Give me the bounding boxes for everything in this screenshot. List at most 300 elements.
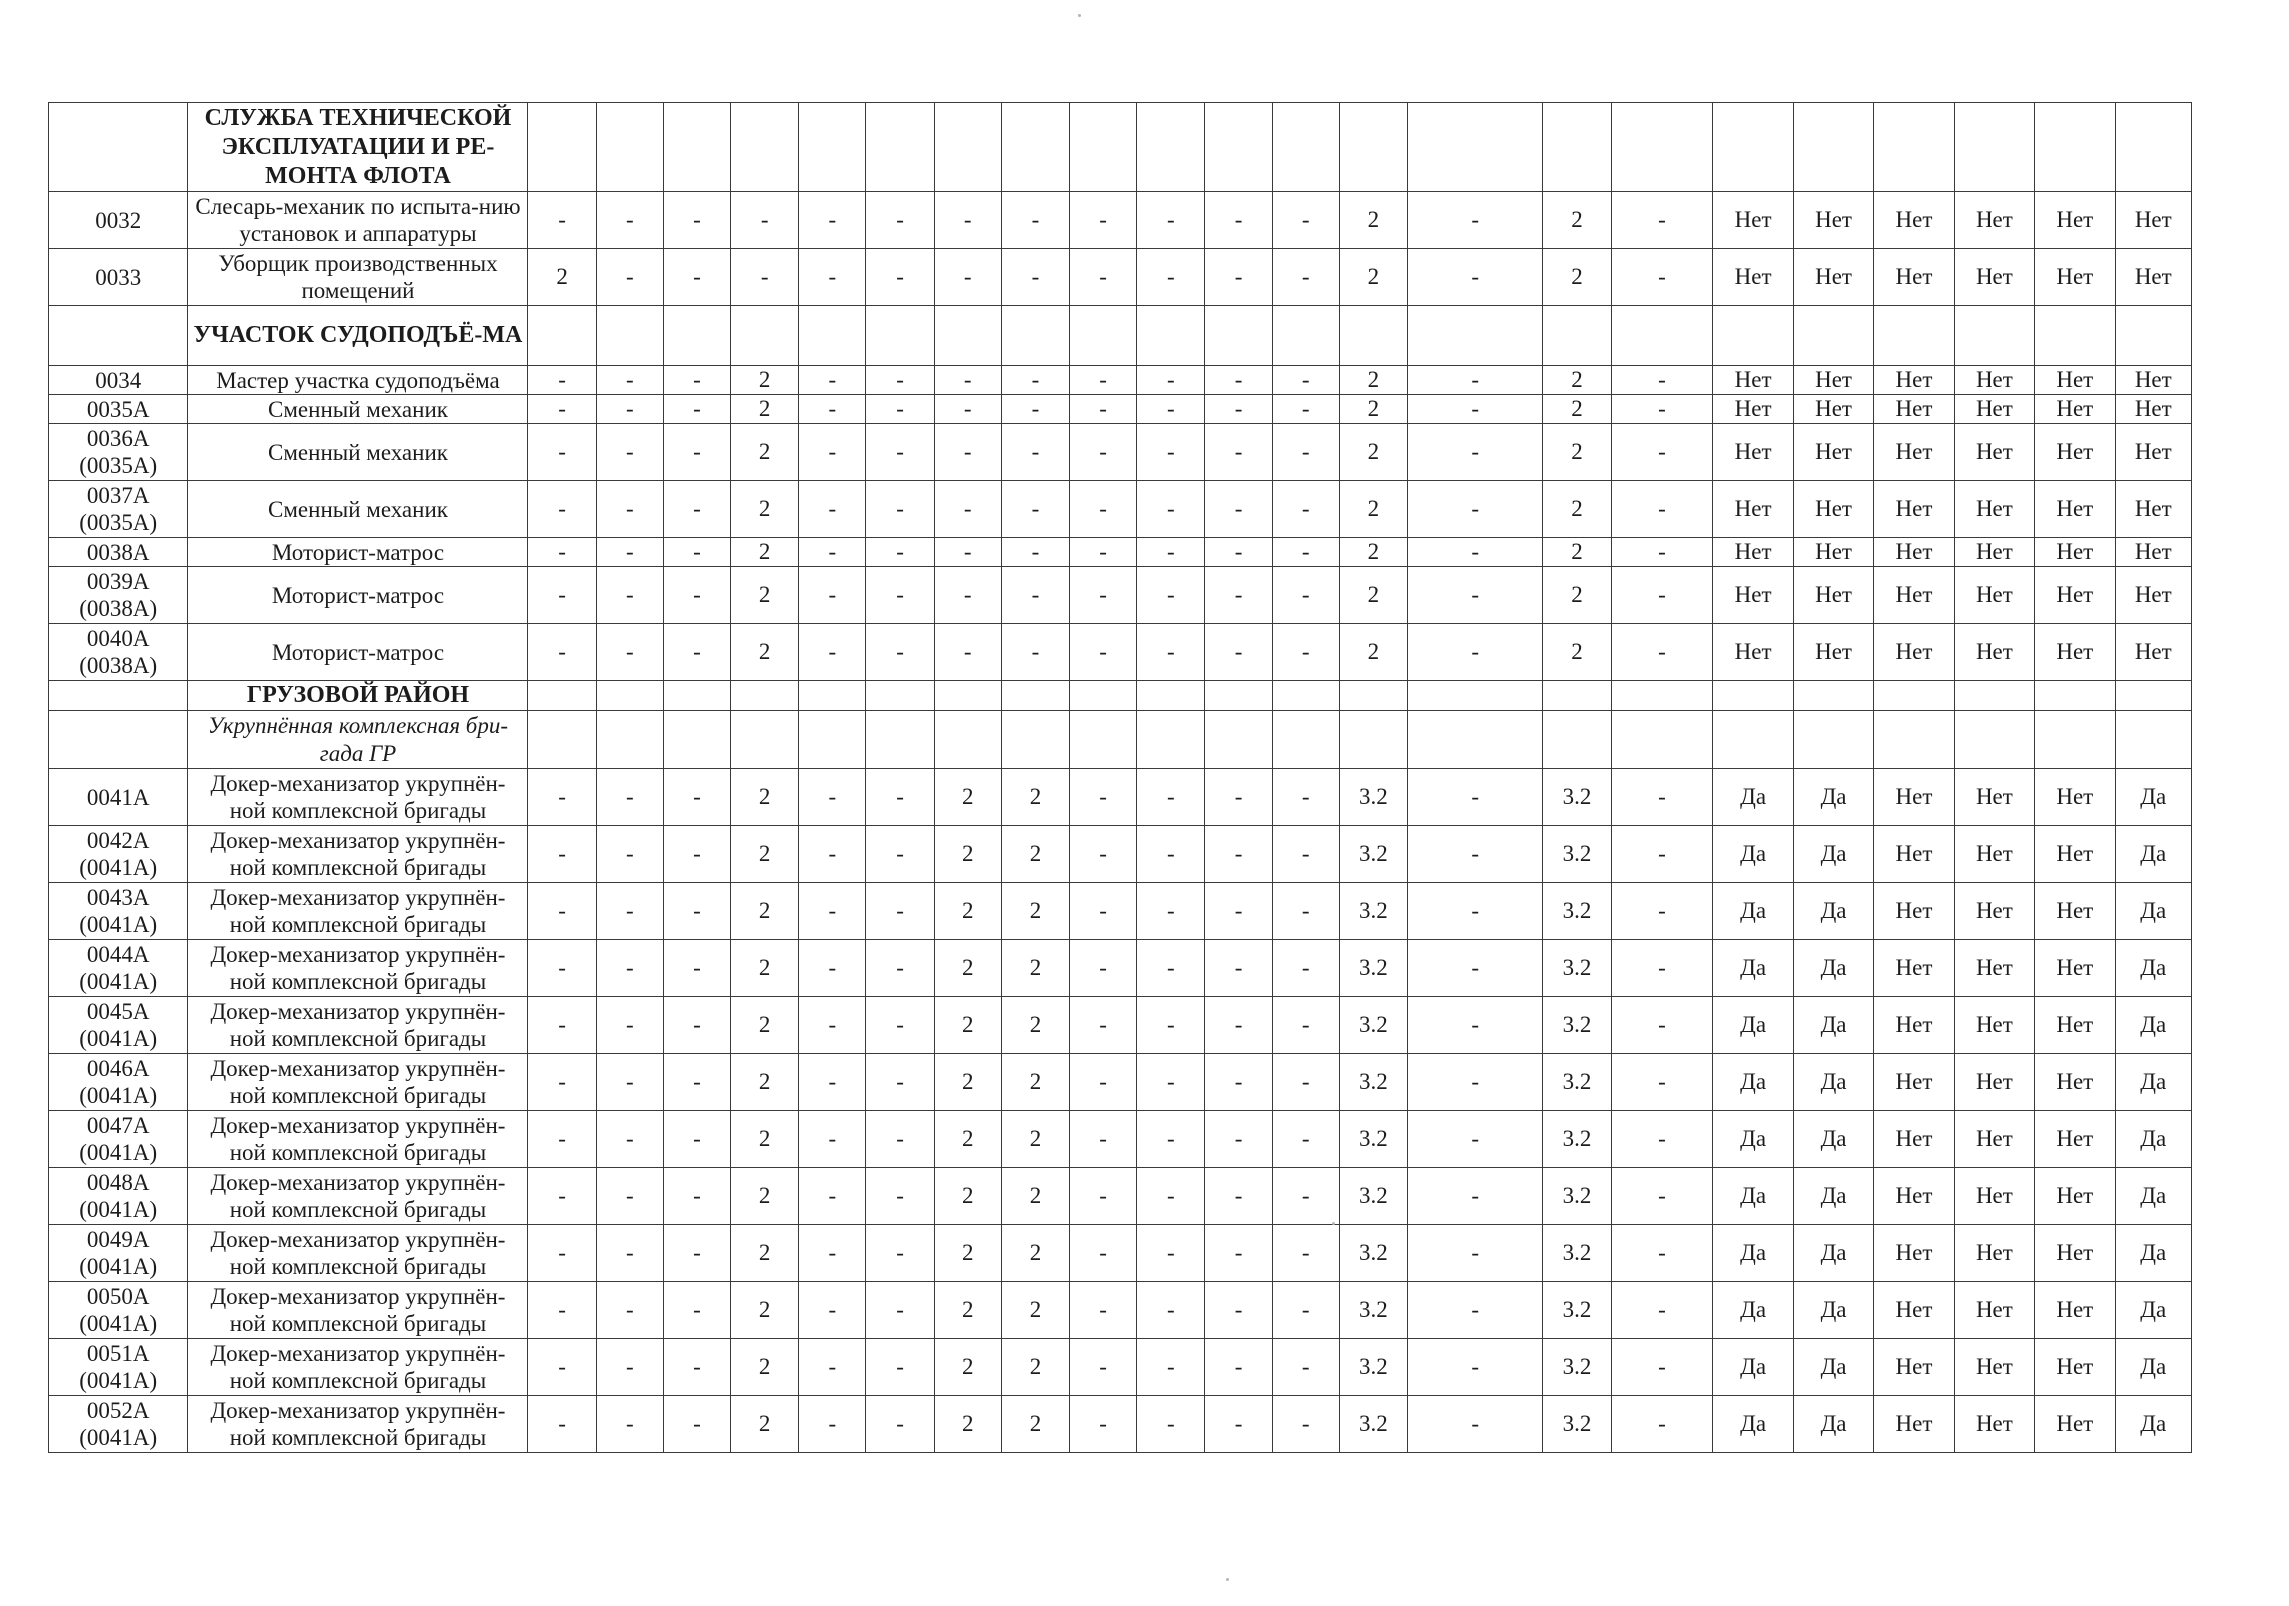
table-cell: Да (1713, 1282, 1793, 1339)
table-cell: Да (2115, 1282, 2191, 1339)
table-cell: 2 (1001, 997, 1069, 1054)
table-cell: Да (1713, 1396, 1793, 1453)
table-cell: Нет (1874, 481, 1954, 538)
table-cell (1137, 681, 1205, 711)
table-row (49, 769, 2192, 826)
table-cell (1954, 681, 2034, 711)
table-cell: - (1001, 395, 1069, 424)
table-cell (1205, 103, 1272, 192)
table-cell (1001, 306, 1069, 366)
table-cell: - (1611, 1396, 1713, 1453)
table-cell: - (934, 481, 1001, 538)
table-cell: - (799, 1054, 866, 1111)
table-cell: Да (1793, 1225, 1873, 1282)
table-cell: 2 (934, 883, 1001, 940)
workplace-code: 0046А (0041А) (49, 1054, 188, 1111)
table-cell: 2 (1543, 395, 1611, 424)
table-cell (799, 306, 866, 366)
table-cell: Да (1713, 1054, 1793, 1111)
table-cell: - (1001, 366, 1069, 395)
table-cell (1205, 306, 1272, 366)
section-row (49, 681, 2192, 711)
table-cell: Нет (1793, 538, 1873, 567)
table-cell: Нет (2035, 395, 2115, 424)
workplace-name: Моторист-матрос (188, 567, 528, 624)
table-cell: - (866, 481, 934, 538)
table-cell: - (1205, 769, 1272, 826)
table-cell: Нет (2035, 1168, 2115, 1225)
table-cell: - (1611, 1054, 1713, 1111)
workplace-code: 0040А (0038А) (49, 624, 188, 681)
table-cell: Нет (2115, 192, 2191, 249)
table-cell: - (1205, 1282, 1272, 1339)
table-cell: - (528, 481, 596, 538)
table-cell: - (1070, 1111, 1137, 1168)
workplace-code: 0036А (0035А) (49, 424, 188, 481)
table-cell (1874, 711, 1954, 769)
sout-results-table (48, 102, 2192, 1453)
table-cell: - (1408, 538, 1543, 567)
workplace-code: 0038А (49, 538, 188, 567)
table-cell: 3.2 (1543, 826, 1611, 883)
table-cell: - (596, 366, 663, 395)
table-cell (596, 681, 663, 711)
table-cell (1611, 103, 1713, 192)
table-cell: 2 (731, 883, 799, 940)
table-cell: - (866, 1282, 934, 1339)
table-cell: 2 (934, 1168, 1001, 1225)
table-cell: - (866, 249, 934, 306)
table-cell: Нет (1954, 769, 2034, 826)
table-cell: Нет (2035, 940, 2115, 997)
document-page (48, 102, 2192, 1491)
table-cell: Да (1713, 940, 1793, 997)
table-cell: Нет (1954, 1168, 2034, 1225)
table-cell: 2 (731, 624, 799, 681)
table-cell (1205, 681, 1272, 711)
table-cell: - (1205, 424, 1272, 481)
table-cell: - (528, 826, 596, 883)
table-cell: - (1408, 997, 1543, 1054)
table-cell: 2 (934, 940, 1001, 997)
table-cell (866, 306, 934, 366)
table-cell: - (799, 567, 866, 624)
table-cell: Нет (1954, 1111, 2034, 1168)
table-cell: - (528, 769, 596, 826)
table-cell: Нет (1954, 192, 2034, 249)
table-row (49, 1339, 2192, 1396)
table-cell: Да (1713, 997, 1793, 1054)
workplace-code: 0043А (0041А) (49, 883, 188, 940)
table-cell: - (934, 567, 1001, 624)
table-cell: - (1137, 940, 1205, 997)
table-cell: 2 (1001, 1168, 1069, 1225)
table-cell: - (866, 567, 934, 624)
table-cell: - (934, 395, 1001, 424)
table-cell (1339, 681, 1407, 711)
table-cell: - (663, 1168, 730, 1225)
table-cell: Да (2115, 997, 2191, 1054)
table-cell: - (799, 624, 866, 681)
table-cell: 2 (934, 997, 1001, 1054)
table-cell: - (663, 192, 730, 249)
table-cell: - (1408, 940, 1543, 997)
table-cell: 2 (934, 1396, 1001, 1453)
table-cell: - (934, 538, 1001, 567)
table-cell: Нет (2035, 1282, 2115, 1339)
table-cell (1001, 711, 1069, 769)
table-cell: - (799, 826, 866, 883)
table-cell: - (1611, 826, 1713, 883)
table-row (49, 366, 2192, 395)
table-cell (528, 681, 596, 711)
table-cell: Нет (1874, 567, 1954, 624)
workplace-code: 0037А (0035А) (49, 481, 188, 538)
table-cell (799, 103, 866, 192)
table-cell: - (1001, 538, 1069, 567)
table-cell (1070, 711, 1137, 769)
table-cell: - (663, 769, 730, 826)
table-cell: 3.2 (1543, 769, 1611, 826)
table-cell: Нет (1954, 1225, 2034, 1282)
table-cell: - (1272, 424, 1339, 481)
table-cell: 2 (1001, 940, 1069, 997)
table-cell: - (1137, 395, 1205, 424)
table-cell: Нет (1874, 1054, 1954, 1111)
table-cell: - (1070, 1396, 1137, 1453)
table-cell: 2 (1001, 883, 1069, 940)
table-cell: - (1272, 1225, 1339, 1282)
table-cell: 3.2 (1339, 997, 1407, 1054)
table-cell (1713, 681, 1793, 711)
table-cell: 2 (731, 940, 799, 997)
workplace-name: Моторист-матрос (188, 624, 528, 681)
table-row (49, 395, 2192, 424)
table-cell: - (1272, 769, 1339, 826)
table-cell: - (1001, 567, 1069, 624)
table-cell: - (1137, 624, 1205, 681)
workplace-name: Докер-механизатор укрупнён-ной комплексной бригады (188, 1225, 528, 1282)
table-cell: 3.2 (1339, 1168, 1407, 1225)
table-row (49, 624, 2192, 681)
table-cell: - (866, 192, 934, 249)
table-cell: Да (2115, 826, 2191, 883)
table-cell: Нет (1874, 1225, 1954, 1282)
table-cell: - (1070, 769, 1137, 826)
table-cell (1611, 306, 1713, 366)
table-cell: Нет (2035, 1396, 2115, 1453)
table-cell (2115, 711, 2191, 769)
table-cell: - (1205, 940, 1272, 997)
table-cell: Да (1793, 1396, 1873, 1453)
table-cell: - (596, 1054, 663, 1111)
table-cell: Да (1793, 826, 1873, 883)
table-cell: - (1137, 249, 1205, 306)
table-cell: Нет (1793, 366, 1873, 395)
section-title: СЛУЖБА ТЕХНИЧЕСКОЙ ЭКСПЛУАТАЦИИ И РЕ-МОНТА ФЛОТА (188, 103, 528, 192)
table-cell: Нет (1954, 481, 2034, 538)
table-cell: Нет (2115, 366, 2191, 395)
workplace-name: Докер-механизатор укрупнён-ной комплексной бригады (188, 1396, 528, 1453)
table-cell (1543, 103, 1611, 192)
table-cell: - (866, 769, 934, 826)
workplace-name: Докер-механизатор укрупнён-ной комплексной бригады (188, 1054, 528, 1111)
table-cell: 2 (731, 1054, 799, 1111)
table-cell: 2 (1339, 538, 1407, 567)
table-cell: - (1272, 624, 1339, 681)
workplace-code: 0052А (0041А) (49, 1396, 188, 1453)
table-cell: - (1205, 366, 1272, 395)
table-cell: Нет (2115, 395, 2191, 424)
table-cell: - (1272, 249, 1339, 306)
table-cell: Нет (1793, 567, 1873, 624)
table-cell: Нет (2115, 538, 2191, 567)
table-cell (866, 103, 934, 192)
table-cell: - (1205, 1168, 1272, 1225)
table-cell: Нет (1874, 395, 1954, 424)
table-cell (1339, 711, 1407, 769)
table-cell (1713, 711, 1793, 769)
table-cell: - (1205, 1225, 1272, 1282)
table-cell: - (1070, 1054, 1137, 1111)
table-cell: Нет (2035, 826, 2115, 883)
table-cell: Нет (1954, 395, 2034, 424)
table-cell (934, 103, 1001, 192)
table-cell: Нет (1874, 997, 1954, 1054)
table-cell: - (1137, 883, 1205, 940)
table-cell: - (799, 769, 866, 826)
table-cell (1874, 306, 1954, 366)
table-cell: - (1272, 538, 1339, 567)
table-cell: Нет (1954, 1054, 2034, 1111)
table-cell: - (663, 624, 730, 681)
table-cell (1408, 681, 1543, 711)
workplace-code: 0034 (49, 366, 188, 395)
table-cell: - (1205, 538, 1272, 567)
table-cell: - (596, 395, 663, 424)
table-cell: Нет (1793, 481, 1873, 538)
table-cell: - (1205, 481, 1272, 538)
table-cell: Нет (2035, 624, 2115, 681)
scan-speck (1078, 14, 1081, 17)
table-cell: - (528, 1282, 596, 1339)
table-cell: 2 (731, 1225, 799, 1282)
workplace-code: 0039А (0038А) (49, 567, 188, 624)
table-cell: - (1272, 481, 1339, 538)
subsection-title: Укрупнённая комплексная бри-гада ГР (188, 711, 528, 769)
workplace-code: 0044А (0041А) (49, 940, 188, 997)
table-cell: 2 (1339, 567, 1407, 624)
table-cell: 3.2 (1543, 1111, 1611, 1168)
table-cell: Нет (1954, 1396, 2034, 1453)
table-cell: - (1205, 395, 1272, 424)
table-cell: - (1205, 624, 1272, 681)
table-cell: Да (1793, 1054, 1873, 1111)
workplace-code (49, 711, 188, 769)
table-cell: - (1272, 567, 1339, 624)
table-cell: - (1408, 1339, 1543, 1396)
table-cell: - (1408, 1111, 1543, 1168)
workplace-name: Сменный механик (188, 481, 528, 538)
table-cell: 2 (731, 1168, 799, 1225)
table-cell (866, 711, 934, 769)
table-cell: - (1272, 192, 1339, 249)
table-cell: - (866, 1396, 934, 1453)
table-cell: 3.2 (1543, 1339, 1611, 1396)
table-cell: - (1272, 1168, 1339, 1225)
table-cell: - (1408, 481, 1543, 538)
table-cell: 2 (934, 826, 1001, 883)
table-cell: 2 (1001, 1282, 1069, 1339)
table-cell: - (934, 249, 1001, 306)
table-cell: Да (1793, 940, 1873, 997)
table-cell: - (1611, 481, 1713, 538)
table-cell: - (596, 940, 663, 997)
table-cell: Нет (1713, 538, 1793, 567)
table-cell: - (934, 366, 1001, 395)
table-cell: - (1137, 1282, 1205, 1339)
table-cell: 2 (934, 1225, 1001, 1282)
table-cell: 2 (1001, 1396, 1069, 1453)
table-cell: - (866, 624, 934, 681)
table-cell: Нет (2115, 481, 2191, 538)
table-cell: - (1611, 1225, 1713, 1282)
table-cell: Нет (2035, 1054, 2115, 1111)
table-cell: - (1070, 883, 1137, 940)
table-cell (1070, 681, 1137, 711)
workplace-code: 0049А (0041А) (49, 1225, 188, 1282)
table-cell: Нет (1954, 940, 2034, 997)
subsection-row (49, 711, 2192, 769)
table-cell: 3.2 (1339, 1111, 1407, 1168)
table-cell: - (934, 192, 1001, 249)
table-cell: Нет (2035, 883, 2115, 940)
table-cell (2115, 103, 2191, 192)
table-cell: 2 (1001, 826, 1069, 883)
table-cell: Нет (1874, 883, 1954, 940)
workplace-name: Сменный механик (188, 424, 528, 481)
table-cell: - (1611, 1282, 1713, 1339)
table-cell: - (596, 1339, 663, 1396)
table-cell: Нет (1874, 1396, 1954, 1453)
table-cell: 2 (1001, 1339, 1069, 1396)
table-cell: Да (1793, 1339, 1873, 1396)
table-cell: - (799, 538, 866, 567)
table-cell (1543, 306, 1611, 366)
table-cell: 3.2 (1339, 769, 1407, 826)
table-cell: - (596, 538, 663, 567)
table-cell: 3.2 (1543, 1168, 1611, 1225)
table-cell: Нет (1874, 538, 1954, 567)
table-cell: - (731, 192, 799, 249)
table-cell: - (1408, 1225, 1543, 1282)
table-cell: Нет (2115, 424, 2191, 481)
table-cell: Нет (2035, 997, 2115, 1054)
table-cell: - (934, 424, 1001, 481)
table-cell: - (1070, 366, 1137, 395)
table-cell: - (1205, 1111, 1272, 1168)
table-row (49, 1111, 2192, 1168)
table-cell (663, 103, 730, 192)
table-row (49, 1054, 2192, 1111)
table-cell: 2 (1543, 249, 1611, 306)
table-cell (934, 681, 1001, 711)
table-cell: - (663, 424, 730, 481)
table-cell: - (596, 249, 663, 306)
table-cell (731, 711, 799, 769)
table-cell (2035, 103, 2115, 192)
table-cell: 2 (731, 567, 799, 624)
table-cell: - (799, 1111, 866, 1168)
table-cell: Нет (1874, 424, 1954, 481)
table-cell: Нет (1793, 395, 1873, 424)
table-cell: - (1205, 1396, 1272, 1453)
table-cell: 2 (1339, 249, 1407, 306)
table-cell: Нет (1874, 1339, 1954, 1396)
table-cell: - (596, 997, 663, 1054)
table-cell: Нет (1954, 249, 2034, 306)
table-cell: Нет (2035, 249, 2115, 306)
table-cell: 3.2 (1543, 1225, 1611, 1282)
table-cell: - (1205, 1339, 1272, 1396)
table-cell: - (799, 1225, 866, 1282)
table-cell (1205, 711, 1272, 769)
table-row (49, 940, 2192, 997)
table-cell: Да (1793, 1111, 1873, 1168)
table-cell: 3.2 (1339, 1225, 1407, 1282)
table-cell: - (1408, 1396, 1543, 1453)
workplace-name: Докер-механизатор укрупнён-ной комплексной бригады (188, 883, 528, 940)
table-cell: - (799, 883, 866, 940)
table-cell: - (1070, 481, 1137, 538)
table-cell: Нет (1713, 249, 1793, 306)
table-cell (1070, 103, 1137, 192)
table-cell: - (1611, 366, 1713, 395)
table-cell (1713, 306, 1793, 366)
table-cell: - (663, 1282, 730, 1339)
table-cell (663, 711, 730, 769)
table-cell: Нет (1954, 997, 2034, 1054)
table-cell: 3.2 (1543, 1282, 1611, 1339)
table-cell: Нет (1954, 538, 2034, 567)
table-row (49, 567, 2192, 624)
table-cell: - (663, 1339, 730, 1396)
table-cell: Нет (2035, 769, 2115, 826)
table-cell: 2 (731, 997, 799, 1054)
table-cell: - (1137, 997, 1205, 1054)
table-cell: - (663, 366, 730, 395)
table-cell: - (866, 1054, 934, 1111)
table-cell: - (663, 395, 730, 424)
table-cell (528, 711, 596, 769)
table-cell: - (1611, 538, 1713, 567)
table-cell: - (1205, 883, 1272, 940)
table-cell: Нет (1874, 1282, 1954, 1339)
table-cell (1874, 103, 1954, 192)
table-cell: Нет (2035, 1111, 2115, 1168)
table-cell (1611, 711, 1713, 769)
table-cell: - (799, 249, 866, 306)
table-cell: 2 (731, 1111, 799, 1168)
table-cell (2115, 681, 2191, 711)
table-cell: Нет (1874, 940, 1954, 997)
table-cell: - (663, 567, 730, 624)
table-cell: - (528, 1339, 596, 1396)
table-cell (2035, 711, 2115, 769)
table-cell (1793, 681, 1873, 711)
table-cell: Нет (2035, 1225, 2115, 1282)
table-cell: Нет (1713, 624, 1793, 681)
